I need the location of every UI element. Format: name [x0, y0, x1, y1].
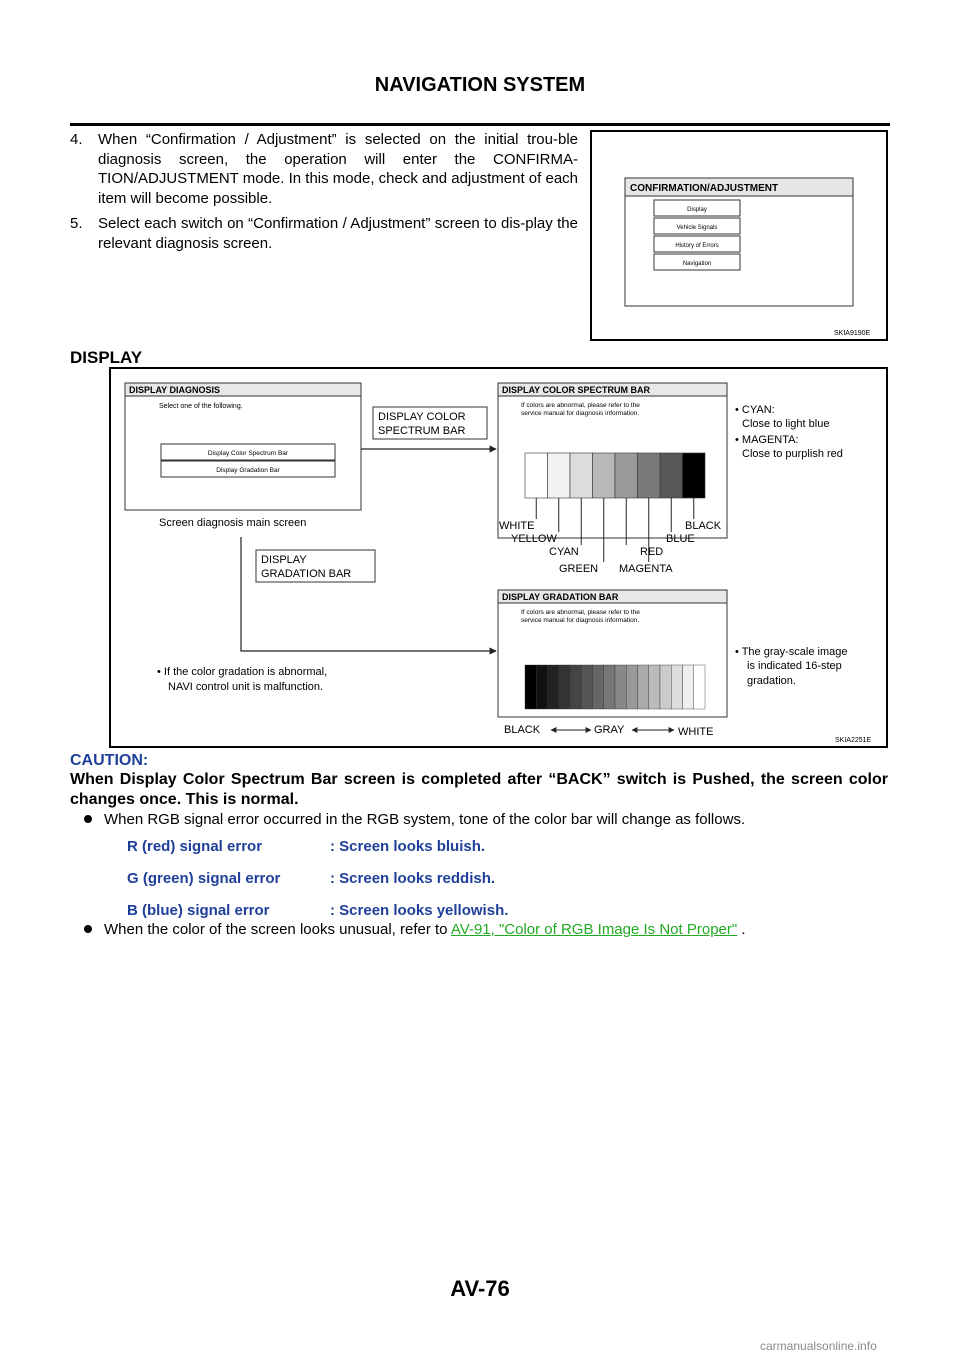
step-item — [70, 214, 578, 253]
label-magenta: MAGENTA — [619, 563, 673, 575]
diag-title: DISPLAY DIAGNOSIS — [129, 385, 221, 395]
diagnosis-main-screen — [125, 383, 361, 510]
spectrum-swatch — [660, 453, 683, 498]
gradation-bars — [525, 665, 705, 709]
gradation-step — [559, 665, 570, 709]
gray-axis — [504, 724, 713, 738]
signal-cell: R (red) signal error — [127, 838, 263, 855]
svg-text:DISPLAY: DISPLAY — [261, 554, 307, 566]
gradation-step — [570, 665, 581, 709]
signal-cell: G (green) signal error — [127, 870, 281, 887]
spectrum-swatch — [525, 453, 548, 498]
caution-text: When Display Color Spectrum Bar screen is completed after “BACK” switch is Pushed, the screen color changes once. This is normal. — [70, 771, 888, 808]
color-notes — [735, 404, 843, 460]
page-number: AV-76 — [450, 1276, 510, 1301]
rgb-error-table — [127, 838, 508, 934]
svg-text:If colors are abnormal, please: If colors are abnormal, please refer to the — [521, 402, 640, 409]
gradation-callout — [256, 550, 375, 582]
svg-text:DISPLAY COLOR SPECTRUM BAR: DISPLAY COLOR SPECTRUM BAR — [502, 385, 651, 395]
display-diagnosis-figure — [109, 367, 888, 748]
gradation-step — [638, 665, 649, 709]
color-spectrum-bars — [525, 453, 705, 498]
confirmation-adjustment-figure — [590, 130, 888, 341]
svg-text:NAVI control unit is malfuncti: NAVI control unit is malfunction. — [168, 681, 324, 693]
rgb-bullet-text: When RGB signal error occurred in the RGB system, tone of the color bar will change as follows. — [104, 811, 746, 828]
menu-display-button — [654, 200, 740, 216]
spectrum-swatch — [548, 453, 571, 498]
svg-text:SPECTRUM BAR: SPECTRUM BAR — [378, 425, 466, 437]
figure-code: SKIA2251E — [835, 737, 872, 744]
step-item — [70, 130, 578, 208]
gradation-step — [694, 665, 705, 709]
gradation-step — [683, 665, 694, 709]
gradation-step — [525, 665, 536, 709]
svg-text:Navigation: Navigation — [682, 261, 712, 267]
refer-text: When the color of the screen looks unusual, refer to — [104, 921, 448, 938]
svg-text:History of Errors: History of Errors — [675, 243, 719, 249]
page-header: NAVIGATION SYSTEM — [374, 74, 586, 96]
label-yellow: YELLOW — [511, 533, 557, 545]
gradation-step — [536, 665, 547, 709]
refer-end: . — [741, 921, 746, 938]
table-row — [127, 838, 508, 870]
svg-text:is indicated 16-step: is indicated 16-step — [747, 660, 842, 672]
svg-text:Vehicle Signals: Vehicle Signals — [676, 225, 718, 231]
spectrum-swatch — [683, 453, 706, 498]
spectrum-swatch — [615, 453, 638, 498]
label-blue: BLUE — [666, 533, 695, 545]
gradation-step — [581, 665, 592, 709]
svg-text:Display Color Spectrum Bar: Display Color Spectrum Bar — [207, 450, 289, 457]
svg-text:Close to light blue: Close to light blue — [742, 418, 830, 430]
svg-text:Display Gradation Bar: Display Gradation Bar — [216, 467, 280, 474]
procedure-steps — [70, 130, 578, 259]
label-red: RED — [640, 546, 664, 558]
spectrum-swatch — [593, 453, 616, 498]
rgb-image-link[interactable]: AV-91, "Color of RGB Image Is Not Proper" — [450, 921, 738, 938]
svg-text:• MAGENTA:: • MAGENTA: — [735, 434, 799, 446]
label-green: GREEN — [559, 563, 599, 575]
svg-text:gradation.: gradation. — [747, 675, 796, 687]
abnormal-notes — [157, 666, 327, 693]
header-rule — [70, 123, 890, 126]
main-screen-label: Screen diagnosis main screen — [159, 517, 307, 529]
gradation-step — [626, 665, 637, 709]
step-number: 4. — [70, 131, 83, 148]
gray-notes — [735, 646, 847, 687]
svg-text:DISPLAY GRADATION BAR: DISPLAY GRADATION BAR — [502, 592, 619, 602]
svg-text:Display: Display — [687, 207, 707, 213]
svg-text:WHITE: WHITE — [678, 726, 714, 738]
bullet-dot — [84, 925, 92, 933]
section-title: DISPLAY — [70, 348, 143, 367]
step-text: When “Confirmation / Adjustment” is selected on the initial trou-ble diagnosis screen, the operation will enter the CONFIRMA-TION/ADJUSTMENT mode. In this mode, check and adjustment of each item will become possible. — [98, 131, 578, 207]
svg-text:• If the color gradation is ab: • If the color gradation is abnormal, — [157, 666, 328, 678]
menu-navigation-button — [654, 254, 740, 270]
gradation-screen — [498, 590, 727, 717]
signal-cell: B (blue) signal error — [127, 902, 270, 919]
svg-text:GRADATION BAR: GRADATION BAR — [261, 568, 352, 580]
label-white: WHITE — [499, 520, 535, 532]
step-text: Select each switch on “Confirmation / Adjustment” screen to dis-play the relevant diagnosis screen. — [98, 215, 578, 252]
color-spectrum-callout — [373, 407, 487, 439]
svg-text:BLACK: BLACK — [504, 724, 541, 736]
spectrum-swatch — [570, 453, 593, 498]
gradation-step — [671, 665, 682, 709]
label-cyan: CYAN — [549, 546, 579, 558]
svg-text:service manual for diagnosis i: service manual for diagnosis information. — [521, 617, 640, 624]
rgb-bullet — [70, 811, 745, 828]
confirmation-panel-title: CONFIRMATION/ADJUSTMENT — [630, 183, 779, 194]
result-cell: : Screen looks reddish. — [330, 870, 496, 887]
spectrum-screen — [498, 383, 727, 538]
diag-prompt: Select one of the following. — [159, 403, 243, 410]
display-diagnosis-drawing — [111, 369, 886, 746]
svg-text:service manual for diagnosis i: service manual for diagnosis information. — [521, 410, 640, 417]
label-black: BLACK — [685, 520, 722, 532]
gradation-step — [649, 665, 660, 709]
confirmation-screen-drawing — [592, 132, 886, 339]
result-cell: : Screen looks yellowish. — [330, 902, 509, 919]
svg-text:If colors are abnormal, please: If colors are abnormal, please refer to the — [521, 609, 640, 616]
svg-text:GRAY: GRAY — [594, 724, 625, 736]
gradation-step — [548, 665, 559, 709]
bullet-dot — [84, 815, 92, 823]
figure-code: SKIA9190E — [834, 330, 871, 337]
table-row — [127, 870, 508, 902]
menu-vehicle-signals-button — [654, 218, 740, 234]
gradation-step — [660, 665, 671, 709]
watermark: carmanualsonline.info — [760, 1339, 877, 1353]
svg-text:• The gray-scale image: • The gray-scale image — [735, 646, 848, 658]
svg-text:• CYAN:: • CYAN: — [735, 404, 775, 416]
result-cell: : Screen looks bluish. — [330, 838, 486, 855]
caution-title: CAUTION: — [70, 752, 149, 769]
menu-history-errors-button — [654, 236, 740, 252]
spectrum-swatch — [638, 453, 661, 498]
gradation-step — [615, 665, 626, 709]
svg-text:DISPLAY COLOR: DISPLAY COLOR — [378, 411, 466, 423]
gradation-step — [604, 665, 615, 709]
svg-text:Close to purplish red: Close to purplish red — [742, 448, 843, 460]
refer-bullet — [70, 921, 746, 938]
gradation-step — [593, 665, 604, 709]
step-number: 5. — [70, 215, 83, 232]
